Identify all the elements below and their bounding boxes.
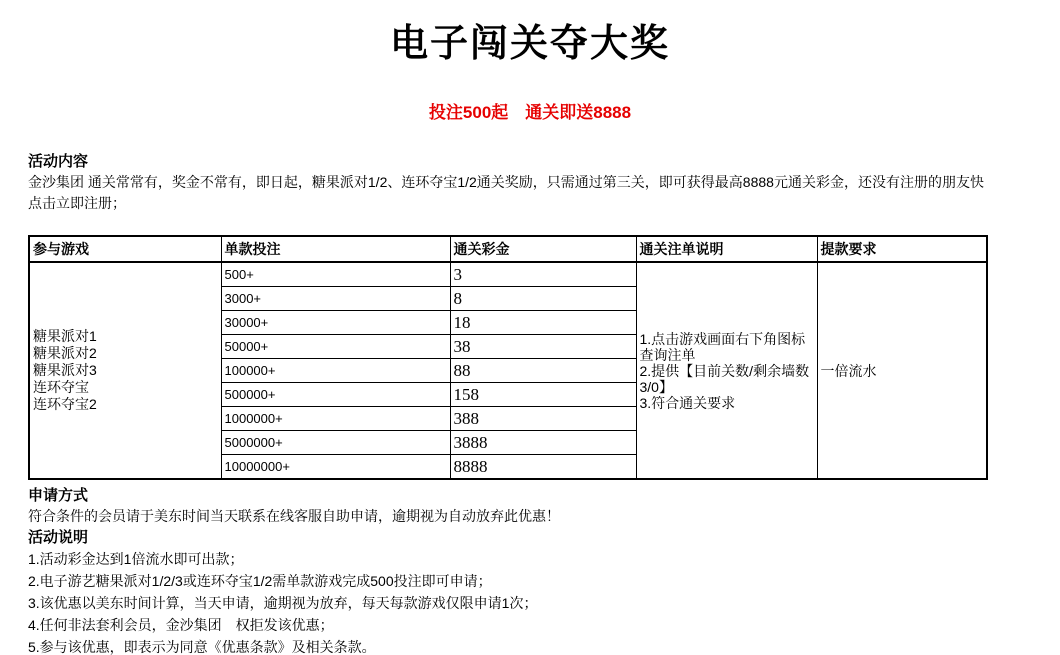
pass-instruction-line: 3.符合通关要求 [639,394,736,411]
pass-instruction-line: 1.点击游戏画面右下角图标查询注单 [639,330,806,363]
note-line: 3.该优惠以美东时间计算，当天申请，逾期视为放弃，每天每款游戏仅限申请1次； [28,595,538,611]
promo-table-body [29,262,987,479]
page-subtitle: 投注500起 通关即送8888 [428,103,632,122]
pass-instructions-cell [636,262,817,479]
bet-amount-cell: 30000+ [221,311,450,335]
games-cell [29,262,221,479]
prize-amount-cell: 8888 [450,455,636,480]
prize-amount-cell: 3 [450,262,636,287]
table-header-col-2: 通关彩金 [450,236,636,262]
withdraw-requirement-cell: 一倍流水 [817,262,987,479]
notes-list [28,548,986,655]
bet-amount-cell: 10000000+ [221,455,450,480]
note-line: 1.活动彩金达到1倍流水即可出款； [28,551,244,567]
section-heading-notes: 活动说明 [28,529,89,546]
section-heading-activity-content: 活动内容 [28,153,89,170]
prize-amount-cell: 3888 [450,431,636,455]
table-header-col-4: 提款要求 [817,236,987,262]
table-header-row [29,236,987,262]
page-title: 电子闯关夺大奖 [389,23,670,65]
bet-amount-cell: 100000+ [221,359,450,383]
game-name: 连环夺宝 [33,379,89,395]
prize-amount-cell: 38 [450,335,636,359]
prize-amount-cell: 8 [450,287,636,311]
prize-amount-cell: 158 [450,383,636,407]
prize-amount-cell: 88 [450,359,636,383]
bet-amount-cell: 50000+ [221,335,450,359]
activity-content-text: 金沙集团 通关常常有，奖金不常有，即日起，糖果派对1/2、连环夺宝1/2通关奖励，只需通过第三关，即可获得最高8888元通关彩金，还没有注册的朋友快点击立即注册； [28,174,984,211]
game-name: 糖果派对3 [33,362,97,378]
game-name: 糖果派对1 [33,328,97,344]
note-line: 5.参与该优惠，即表示为同意《优惠条款》及相关条款。 [28,639,376,655]
note-line: 2.电子游艺糖果派对1/2/3或连环夺宝1/2需单款游戏完成500投注即可申请； [28,573,492,589]
apply-text: 符合条件的会员请于美东时间当天联系在线客服自助申请，逾期视为自动放弃此优惠！ [28,508,560,524]
game-name: 糖果派对2 [33,345,97,361]
note-line: 4.任何非法套利会员，金沙集团 权拒发该优惠； [28,617,334,633]
section-heading-apply: 申请方式 [28,487,89,504]
table-header-col-0: 参与游戏 [29,236,221,262]
bet-amount-cell: 1000000+ [221,407,450,431]
promo-table [28,235,988,480]
table-header-col-1: 单款投注 [221,236,450,262]
pass-instruction-line: 2.提供【目前关数/剩余墙数3/0】 [639,362,810,395]
bet-amount-cell: 5000000+ [221,431,450,455]
bet-amount-cell: 3000+ [221,287,450,311]
content-area [28,151,986,655]
bet-amount-cell: 500+ [221,262,450,287]
prize-amount-cell: 388 [450,407,636,431]
table-row [29,262,987,287]
table-header-col-3: 通关注单说明 [636,236,817,262]
bet-amount-cell: 500000+ [221,383,450,407]
prize-amount-cell: 18 [450,311,636,335]
game-name: 连环夺宝2 [33,396,97,412]
